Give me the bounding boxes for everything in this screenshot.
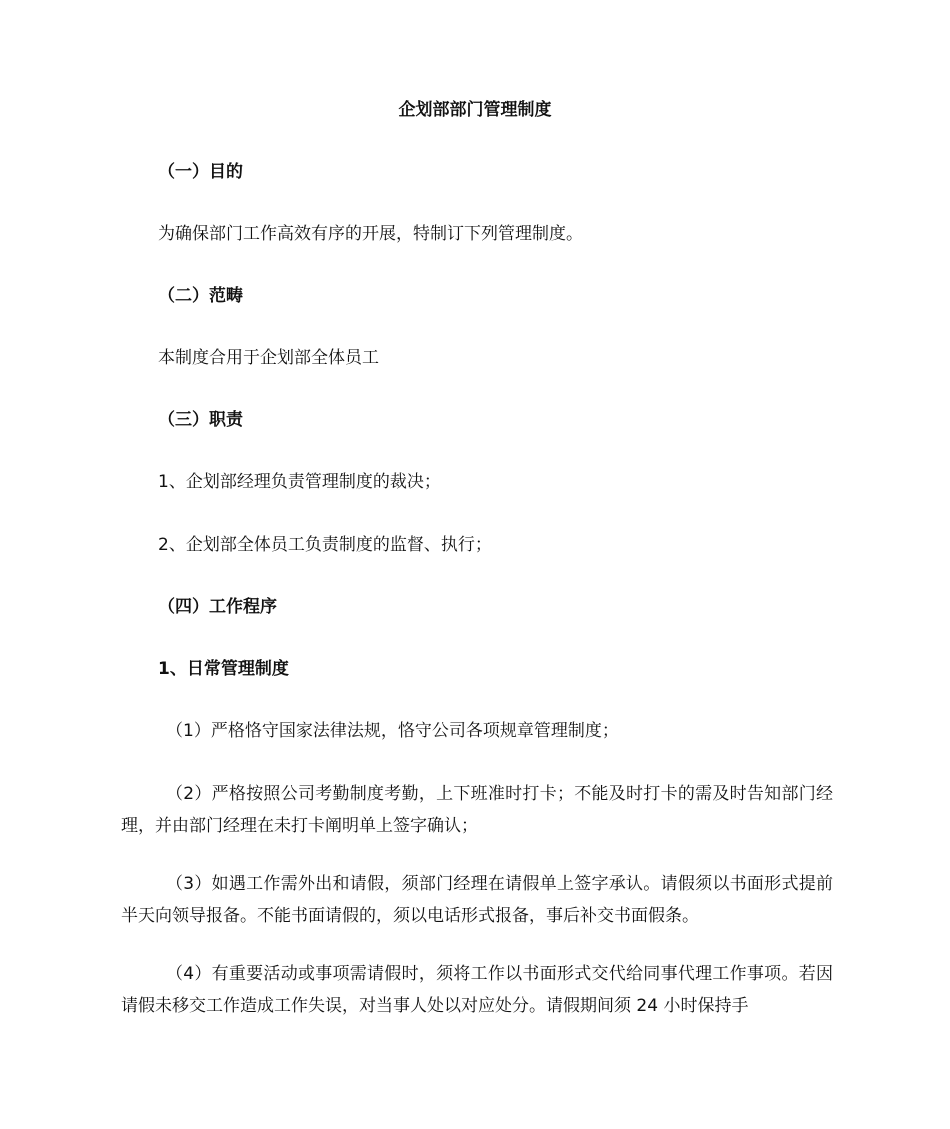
document-title: 企划部部门管理制度 [398, 100, 552, 120]
rule-item-3: （3）如遇工作需外出和请假，须部门经理在请假单上签字承认。请假须以书面形式提前半天向领导报备。不能书面请假的，须以电话形式报备，事后补交书面假条。 [121, 874, 833, 926]
section-text-purpose: 为确保部门工作高效有序的开展，特制订下列管理制度。 [158, 224, 583, 244]
section-heading-duty: （三）职责 [158, 410, 243, 430]
section-heading-procedure: （四）工作程序 [158, 597, 277, 617]
rule-item-1: （1）严格恪守国家法律法规，恪守公司各项规章管理制度； [166, 721, 619, 741]
subsection-heading-daily: 1、日常管理制度 [158, 659, 289, 679]
rule-item-2: （2）严格按照公司考勤制度考勤，上下班准时打卡；不能及时打卡的需及时告知部门经理，并由部门经理在未打卡阐明单上签字确认； [121, 784, 833, 836]
rule-item-4: （4）有重要活动或事项需请假时，须将工作以书面形式交代给同事代理工作事项。若因请假未移交工作造成工作失误，对当事人处以对应处分。请假期间须 24 小时保持手 [121, 964, 833, 1016]
section-heading-purpose: （一）目的 [158, 162, 243, 182]
duty-item-1: 1、企划部经理负责管理制度的裁决； [158, 472, 441, 492]
duty-item-2: 2、企划部全体员工负责制度的监督、执行； [158, 535, 492, 555]
section-text-scope: 本制度合用于企划部全体员工 [158, 348, 379, 368]
section-heading-scope: （二）范畴 [158, 286, 243, 306]
